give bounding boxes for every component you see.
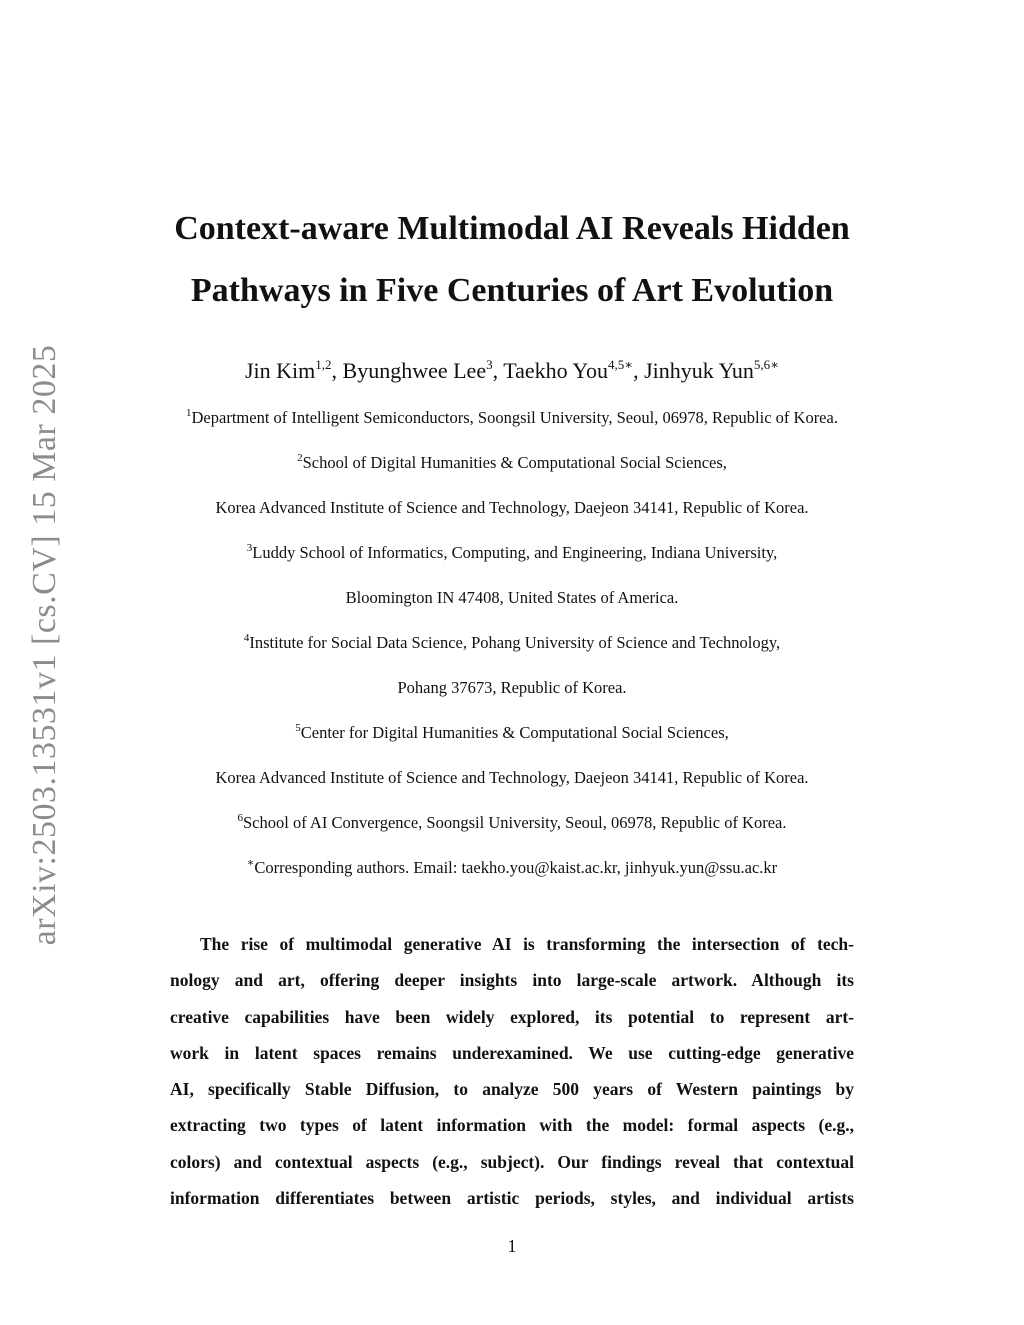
- abstract: [170, 926, 854, 1216]
- affiliation-line: [0, 588, 1024, 608]
- arxiv-identifier-stamp: arXiv:2503.13531v1 [cs.CV] 15 Mar 2025: [26, 344, 63, 946]
- affiliation-text: Bloomington IN 47408, United States of America.: [345, 588, 679, 607]
- affiliation-marker: 1: [186, 407, 192, 419]
- abstract-line: information differentiates between artistic periods, styles, and individual artists: [170, 1188, 854, 1209]
- paper-title-line-2: Pathways in Five Centuries of Art Evolution: [190, 272, 834, 309]
- affiliation-text: Luddy School of Informatics, Computing, and Engineering, Indiana University,: [252, 543, 778, 562]
- abstract-line: nology and art, offering deeper insights into large-scale artwork. Although its: [170, 970, 854, 991]
- abstract-line: extracting two types of latent information with the model: formal aspects (e.g.,: [170, 1115, 854, 1136]
- author-separator: ,: [633, 358, 645, 383]
- affiliation-marker: 5: [295, 722, 301, 734]
- author-name: Byunghwee Lee: [342, 358, 487, 383]
- author-name: Taekho You: [503, 358, 609, 383]
- page-number: 1: [507, 1236, 517, 1256]
- author-affiliation-marker: 1,2: [315, 357, 332, 372]
- affiliation-text: Corresponding authors. Email: taekho.you@kaist.ac.kr, jinhyuk.yun@ssu.ac.kr: [254, 858, 778, 877]
- abstract-line: The rise of multimodal generative AI is transforming the intersection of tech-: [200, 934, 854, 954]
- affiliation-marker: 4: [243, 632, 250, 644]
- corresponding-authors-line: [0, 858, 1024, 878]
- author-affiliation-marker: 3: [486, 357, 493, 372]
- author-separator: ,: [492, 358, 504, 383]
- author-name: Jin Kim: [244, 358, 316, 383]
- affiliation-line: [0, 408, 1024, 428]
- affiliation-line: [0, 453, 1024, 473]
- affiliation-line: [0, 678, 1024, 698]
- abstract-line: work in latent spaces remains underexamined. We use cutting-edge generative: [170, 1042, 854, 1063]
- affiliation-marker: ∗: [246, 857, 255, 869]
- affiliation-text: Pohang 37673, Republic of Korea.: [397, 678, 627, 697]
- affiliation-text: School of AI Convergence, Soongsil University, Seoul, 06978, Republic of Korea.: [242, 813, 787, 832]
- paper-title-line-1: Context-aware Multimodal AI Reveals Hidden: [174, 210, 850, 247]
- author-affiliation-marker: 5,6∗: [753, 357, 780, 372]
- affiliation-text: School of Digital Humanities & Computational Social Sciences,: [302, 453, 727, 472]
- affiliation-line: [0, 633, 1024, 653]
- affiliation-line: [0, 498, 1024, 518]
- author-separator: ,: [331, 358, 343, 383]
- abstract-line: AI, specifically Stable Diffusion, to analyze 500 years of Western paintings by: [170, 1079, 854, 1100]
- author-affiliation-marker: 4,5∗: [608, 357, 634, 372]
- affiliation-text: Korea Advanced Institute of Science and Technology, Daejeon 34141, Republic of Korea.: [215, 768, 809, 787]
- abstract-line: colors) and contextual aspects (e.g., subject). Our findings reveal that contextual: [170, 1151, 854, 1172]
- abstract-line: creative capabilities have been widely explored, its potential to represent art-: [170, 1006, 854, 1027]
- affiliation-line: [0, 813, 1024, 833]
- affiliation-text: Institute for Social Data Science, Pohang University of Science and Technology,: [249, 633, 781, 652]
- affiliation-line: [0, 543, 1024, 563]
- author-list: [0, 358, 1024, 384]
- affiliation-line: [0, 768, 1024, 788]
- affiliation-text: Center for Digital Humanities & Computational Social Sciences,: [300, 723, 729, 742]
- affiliation-text: Korea Advanced Institute of Science and Technology, Daejeon 34141, Republic of Korea.: [215, 498, 809, 517]
- affiliation-marker: 3: [246, 542, 253, 554]
- affiliation-marker: 6: [237, 812, 243, 824]
- affiliation-marker: 2: [297, 452, 303, 464]
- affiliation-text: Department of Intelligent Semiconductors, Soongsil University, Seoul, 06978, Republic of Korea.: [191, 408, 838, 427]
- affiliation-line: [0, 723, 1024, 743]
- author-name: Jinhyuk Yun: [644, 358, 754, 383]
